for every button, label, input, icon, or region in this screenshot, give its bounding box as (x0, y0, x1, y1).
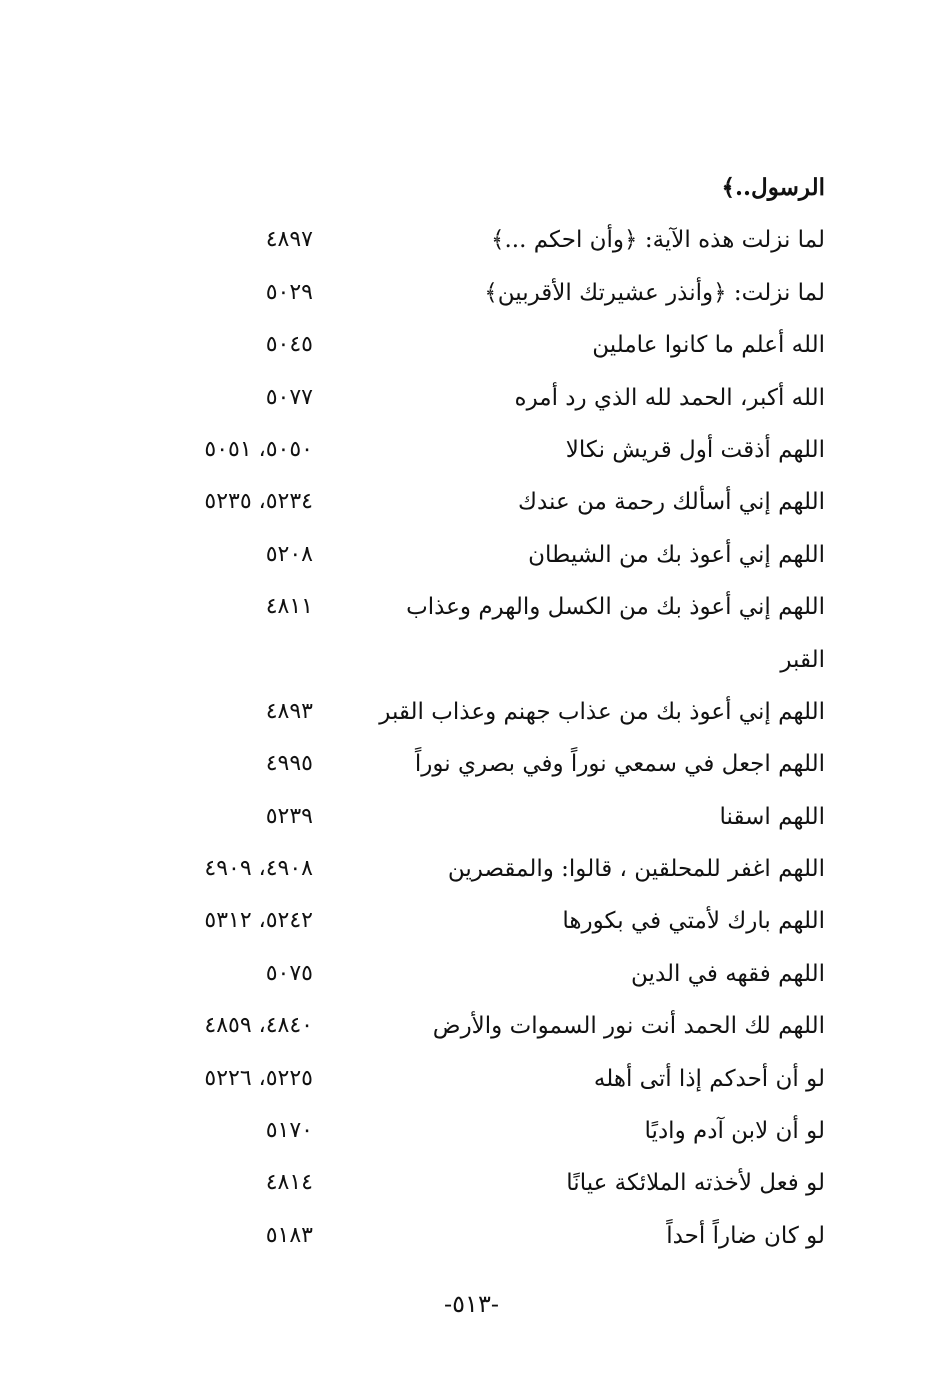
hadith-text: الله أعلم ما كانوا عاملين (592, 332, 825, 359)
hadith-text: اللهم أذقت أول قريش نكالا (565, 436, 825, 463)
index-entry (150, 267, 825, 319)
hadith-text: اللهم إني أعوذ بك من الكسل والهرم وعذاب (406, 594, 825, 621)
hadith-numbers: ٥٢٣٩ (265, 803, 313, 829)
index-entry (150, 1157, 825, 1209)
hadith-text: القبر (780, 646, 825, 673)
hadith-text: اللهم اجعل في سمعي نوراً وفي بصري نوراً (414, 751, 825, 778)
hadith-numbers: ٥١٧٠ (265, 1118, 313, 1144)
hadith-text: لو فعل لأخذته الملائكة عيانًا (566, 1170, 825, 1197)
hadith-numbers: ٤٨١٤ (265, 1170, 313, 1196)
hadith-numbers: ٥٠٧٧ (265, 384, 313, 410)
index-entry (150, 1000, 825, 1052)
hadith-text: اللهم فقهه في الدين (631, 960, 825, 987)
hadith-text: اللهم اسقنا (719, 803, 825, 830)
index-entry (150, 372, 825, 424)
hadith-numbers: ٥٢٠٨ (265, 541, 313, 567)
index-entry (150, 529, 825, 581)
page-number: -٥١٣- (444, 1290, 499, 1318)
hadith-text: اللهم إني أعوذ بك من عذاب جهنم وعذاب القبر (379, 698, 825, 725)
index-entry (150, 686, 825, 738)
index-entry (150, 424, 825, 476)
hadith-numbers: ٤٩٩٥ (265, 751, 313, 777)
hadith-numbers: ٥١٨٣ (265, 1222, 313, 1248)
index-entry (150, 581, 825, 633)
index-entry (150, 476, 825, 528)
index-entry (150, 1053, 825, 1105)
hadith-numbers: ٤٨١١ (265, 594, 313, 620)
hadith-numbers: ٥٠٧٥ (265, 960, 313, 986)
hadith-text: اللهم بارك لأمتي في بكورها (562, 908, 825, 935)
index-entry (150, 1210, 825, 1262)
index-entry (150, 738, 825, 790)
hadith-numbers: ٤٨٩٣ (265, 698, 313, 724)
hadith-index-list (150, 162, 825, 1262)
hadith-numbers: ٤٨٩٧ (265, 227, 313, 253)
hadith-text: اللهم لك الحمد أنت نور السموات والأرض (432, 1013, 825, 1040)
hadith-text: لما نزلت: ﴿وأنذر عشيرتك الأقربين﴾ (484, 279, 825, 306)
hadith-numbers: ٥٢٢٥، ٥٢٢٦ (204, 1065, 313, 1091)
index-entry (150, 214, 825, 266)
hadith-numbers: ٥٢٣٤، ٥٢٣٥ (204, 489, 313, 515)
index-entry (150, 162, 825, 214)
hadith-text: الله أكبر، الحمد لله الذي رد أمره (514, 384, 825, 411)
index-entry (150, 895, 825, 947)
hadith-numbers: ٥٢٤٢، ٥٣١٢ (204, 908, 313, 934)
hadith-numbers: ٤٨٤٠، ٤٨٥٩ (204, 1013, 313, 1039)
index-entry (150, 791, 825, 843)
hadith-numbers: ٥٠٢٩ (265, 279, 313, 305)
hadith-text: لو أن لابن آدم واديًا (644, 1118, 825, 1145)
index-entry (150, 319, 825, 371)
hadith-text: لو كان ضاراً أحداً (666, 1222, 825, 1249)
hadith-numbers: ٥٠٤٥ (265, 332, 313, 358)
hadith-text: الرسول..﴾ (721, 174, 825, 201)
hadith-numbers: ٥٠٥٠، ٥٠٥١ (204, 436, 313, 462)
hadith-text: اللهم إني أعوذ بك من الشيطان (528, 541, 825, 568)
index-entry-continuation (150, 634, 825, 686)
index-entry (150, 948, 825, 1000)
hadith-text: لو أن أحدكم إذا أتى أهله (593, 1065, 825, 1092)
hadith-text: اللهم اغفر للمحلقين ، قالوا: والمقصرين (447, 856, 825, 883)
index-entry (150, 1105, 825, 1157)
index-entry (150, 843, 825, 895)
hadith-text: لما نزلت هذه الآية: ﴿وأن احكم ...﴾ (491, 227, 825, 254)
hadith-numbers: ٤٩٠٨، ٤٩٠٩ (204, 856, 313, 882)
hadith-text: اللهم إني أسألك رحمة من عندك (518, 489, 825, 516)
